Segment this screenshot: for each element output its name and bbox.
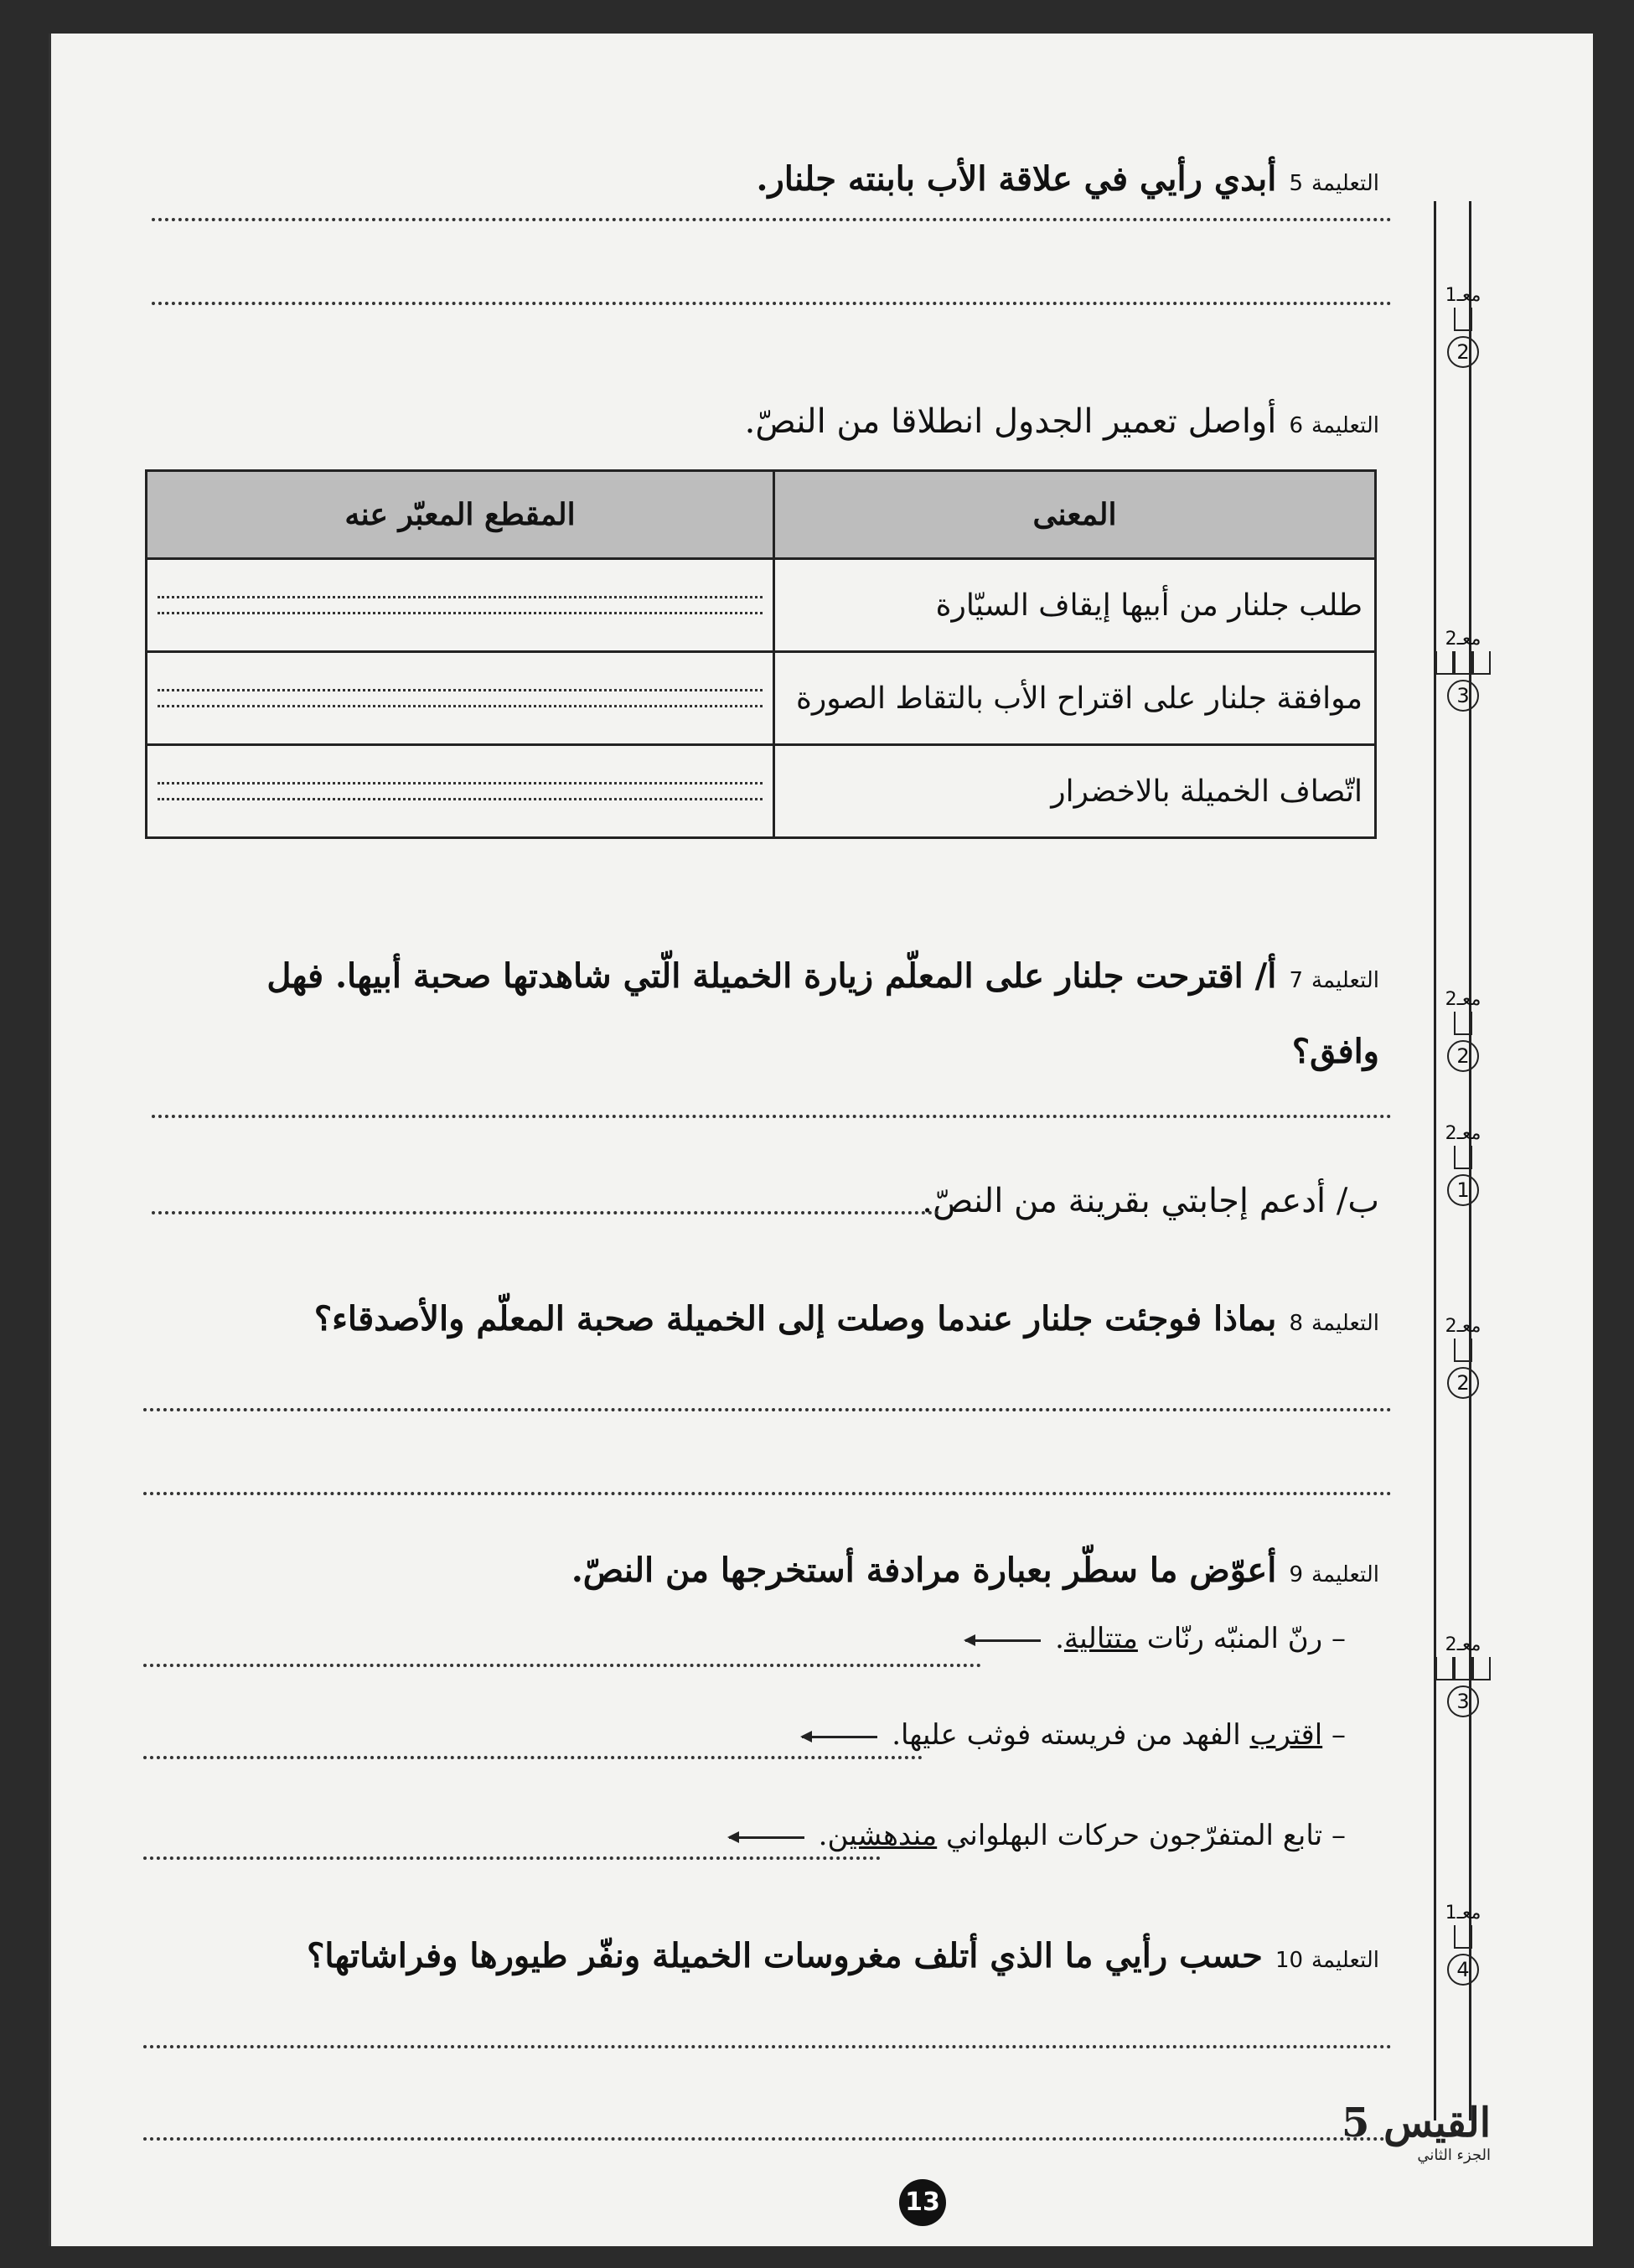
arrow-left-icon bbox=[965, 1639, 1041, 1642]
score-circle: 2 bbox=[1447, 1040, 1479, 1072]
question-label: التعليمة bbox=[1311, 413, 1379, 438]
table-row bbox=[147, 745, 1376, 838]
substitution-item bbox=[797, 1718, 1346, 1752]
marking-indicator bbox=[1434, 285, 1492, 368]
table-cell-meaning: طلب جلنار من أبيها إيقاف السيّارة bbox=[774, 559, 1376, 652]
criterion-label: معـ2 bbox=[1445, 1634, 1481, 1655]
sentence-part: . bbox=[818, 1819, 828, 1852]
criterion-label: معـ2 bbox=[1445, 1316, 1481, 1337]
answer-line[interactable] bbox=[152, 302, 1392, 305]
question-label: التعليمة bbox=[1311, 968, 1379, 993]
question-text: بماذا فوجئت جلنار عندما وصلت إلى الخميلة صحبة المعلّم والأصدقاء؟ bbox=[313, 1299, 1277, 1339]
question-label: التعليمة bbox=[1311, 1948, 1379, 1973]
question-number: 5 bbox=[1289, 171, 1304, 196]
question-number: 8 bbox=[1289, 1311, 1304, 1336]
criterion-label: معـ2 bbox=[1445, 1123, 1481, 1144]
logo-title: القيس 5 bbox=[1342, 2100, 1492, 2146]
question-text: حسب رأيي ما الذي أتلف مغروسات الخميلة ونفّر طيورها وفراشاتها؟ bbox=[307, 1936, 1263, 1975]
question-label: التعليمة bbox=[1311, 1562, 1379, 1587]
question-number: 7 bbox=[1289, 968, 1304, 993]
score-circle: 2 bbox=[1447, 1367, 1479, 1399]
sentence-part: – رنّ المنبّه رنّات bbox=[1137, 1622, 1346, 1655]
question-text: أ/ اقترحت جلنار على المعلّم زيارة الخميلة الّتي شاهدتها صحبة أبيها. فهل وافق؟ bbox=[266, 956, 1379, 1071]
question-7a bbox=[189, 939, 1379, 1090]
table-row bbox=[147, 559, 1376, 652]
score-circle: 4 bbox=[1447, 1954, 1479, 1986]
answer-line[interactable] bbox=[152, 218, 1392, 221]
table-cell-answer[interactable] bbox=[147, 559, 774, 652]
score-circle: 3 bbox=[1447, 1685, 1479, 1717]
question-number: 9 bbox=[1289, 1562, 1304, 1587]
table-cell-meaning: موافقة جلنار على اقتراح الأب بالتقاط الصورة bbox=[774, 652, 1376, 745]
arrow-left-icon bbox=[802, 1736, 877, 1738]
question-9 bbox=[571, 1551, 1379, 1590]
underlined-word: اقترب bbox=[1249, 1718, 1323, 1752]
answer-line[interactable] bbox=[143, 1856, 881, 1860]
question-8 bbox=[314, 1299, 1379, 1339]
question-text: أبدي رأيي في علاقة الأب بابنته جلنار. bbox=[756, 159, 1277, 199]
page-number: 13 bbox=[899, 2179, 946, 2226]
answer-line[interactable] bbox=[143, 2137, 1392, 2141]
answer-line[interactable] bbox=[152, 1115, 1392, 1118]
score-circle: 1 bbox=[1447, 1174, 1479, 1206]
table-cell-answer[interactable] bbox=[147, 652, 774, 745]
table-header: المقطع المعبّر عنه bbox=[147, 471, 774, 559]
question-7b bbox=[922, 1182, 1379, 1220]
question-label: التعليمة bbox=[1311, 171, 1379, 196]
table-header-row bbox=[147, 471, 1376, 559]
question-text: ب/ أدعم إجابتي بقرينة من النصّ. bbox=[922, 1182, 1379, 1220]
marking-indicator bbox=[1434, 1903, 1492, 1986]
question-number: 6 bbox=[1289, 413, 1304, 438]
criterion-label: معـ2 bbox=[1445, 989, 1481, 1010]
sentence-part: – bbox=[1322, 1718, 1346, 1752]
marking-indicator bbox=[1434, 1123, 1492, 1206]
score-circle: 2 bbox=[1447, 336, 1479, 368]
criterion-label: معـ2 bbox=[1445, 629, 1481, 650]
sentence-part: – تابع المتفرّجون حركات البهلواني bbox=[937, 1819, 1346, 1852]
sentence-part: . bbox=[1055, 1622, 1064, 1655]
answer-line[interactable] bbox=[152, 1211, 939, 1214]
meaning-table bbox=[145, 469, 1377, 839]
question-text: أعوّض ما سطّر بعبارة مرادفة أستخرجها من النصّ. bbox=[571, 1551, 1277, 1590]
logo-subtitle: الجزء الثاني bbox=[1417, 2146, 1492, 2164]
marking-indicator bbox=[1434, 1316, 1492, 1399]
answer-line[interactable] bbox=[143, 1664, 981, 1667]
arrow-left-icon bbox=[729, 1836, 804, 1839]
series-logo bbox=[1342, 2100, 1491, 2164]
table-row bbox=[147, 652, 1376, 745]
marking-indicator bbox=[1434, 1634, 1492, 1717]
substitution-item bbox=[960, 1622, 1346, 1655]
question-text: أواصل تعمير الجدول انطلاقا من النصّ. bbox=[744, 402, 1277, 441]
answer-line[interactable] bbox=[143, 1756, 923, 1759]
sentence-part: الفهد من فريسته فوثب عليها. bbox=[892, 1718, 1250, 1752]
substitution-item bbox=[724, 1819, 1346, 1852]
question-5 bbox=[757, 159, 1379, 199]
underlined-word: متتالية bbox=[1063, 1622, 1138, 1655]
criterion-label: معـ1 bbox=[1445, 285, 1481, 306]
question-label: التعليمة bbox=[1311, 1311, 1379, 1336]
table-cell-meaning: اتّصاف الخميلة بالاخضرار bbox=[774, 745, 1376, 838]
score-circle: 3 bbox=[1447, 680, 1479, 712]
answer-line[interactable] bbox=[143, 1408, 1392, 1411]
table-cell-answer[interactable] bbox=[147, 745, 774, 838]
table-header: المعنى bbox=[774, 471, 1376, 559]
marking-indicator bbox=[1434, 629, 1492, 712]
worksheet-page bbox=[49, 34, 1593, 2246]
question-10 bbox=[307, 1936, 1379, 1975]
question-number: 10 bbox=[1275, 1948, 1304, 1973]
answer-line[interactable] bbox=[143, 1492, 1392, 1495]
marking-indicator bbox=[1434, 989, 1492, 1072]
underlined-word: مندهشين bbox=[827, 1819, 938, 1852]
criterion-label: معـ1 bbox=[1445, 1903, 1481, 1924]
question-6 bbox=[745, 402, 1379, 441]
answer-line[interactable] bbox=[143, 2045, 1392, 2048]
